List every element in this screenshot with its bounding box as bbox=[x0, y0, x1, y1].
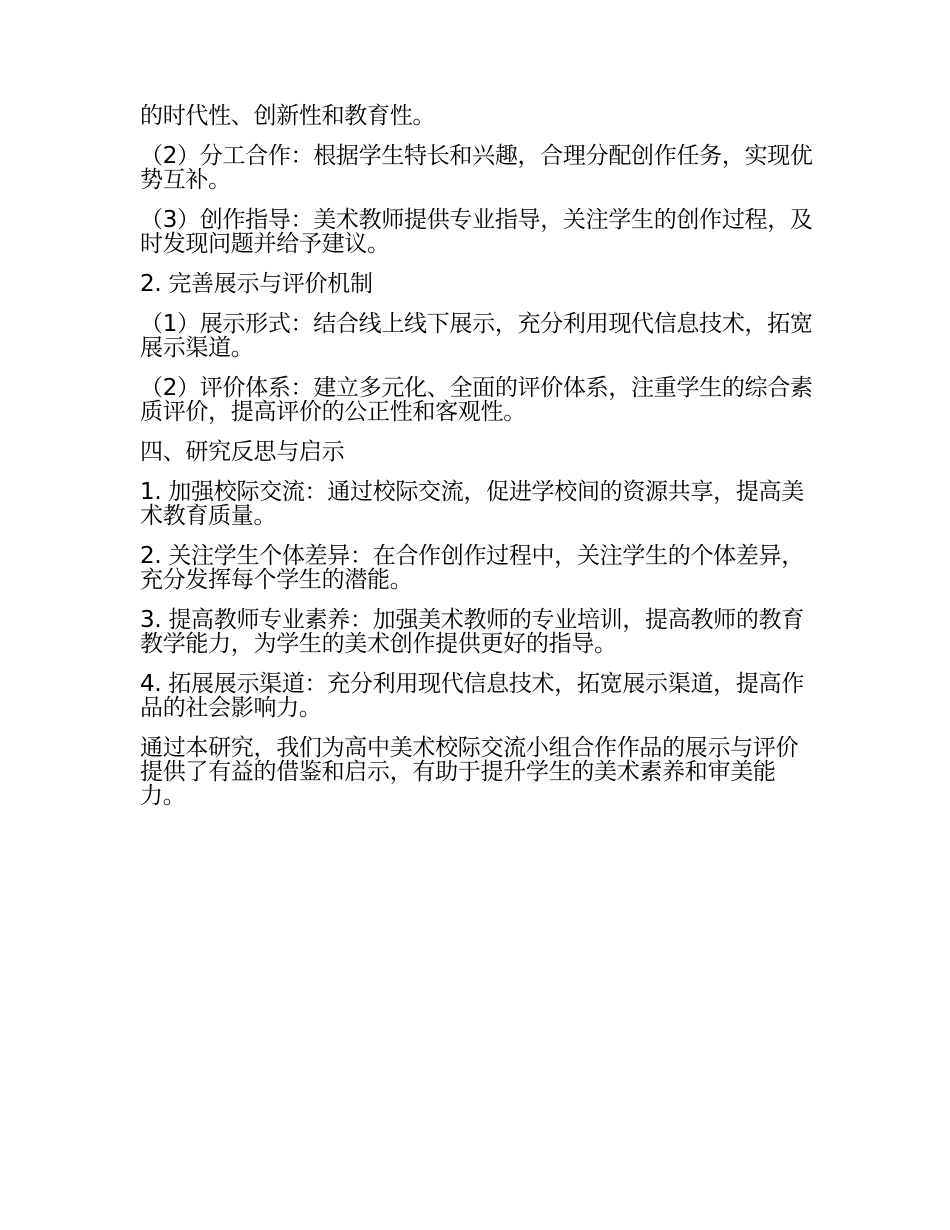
section-heading-reflection: 四、研究反思与启示 bbox=[140, 439, 345, 465]
paragraph-conclusion: 通过本研究，我们为高中美术校际交流小组合作作品的展示与评价提供了有益的借鉴和启示，有助于提升学生的美术素养和审美能力。 bbox=[140, 735, 799, 809]
paragraph-display-channels: 4. 拓展展示渠道：充分利用现代信息技术，拓宽展示渠道，提高作品的社会影响力。 bbox=[140, 671, 804, 721]
paragraph-individual-differences: 2. 关注学生个体差异：在合作创作过程中，关注学生的个体差异，充分发挥每个学生的潜能。 bbox=[140, 543, 804, 593]
document-page bbox=[140, 104, 820, 824]
paragraph-division-of-labor: （2）分工合作：根据学生特长和兴趣，合理分配创作任务，实现优势互补。 bbox=[140, 143, 813, 193]
paragraph-evaluation-system: （2）评价体系：建立多元化、全面的评价体系，注重学生的综合素质评价，提高评价的公正性和客观性。 bbox=[140, 375, 813, 425]
paragraph-display-form: （1）展示形式：结合线上线下展示，充分利用现代信息技术，拓宽展示渠道。 bbox=[140, 311, 813, 361]
paragraph-creative-guidance: （3）创作指导：美术教师提供专业指导，关注学生的创作过程，及时发现问题并给予建议。 bbox=[140, 207, 813, 257]
paragraph-teacher-quality: 3. 提高教师专业素养：加强美术教师的专业培训，提高教师的教育教学能力，为学生的美术创作提供更好的指导。 bbox=[140, 607, 804, 657]
section-heading-display-evaluation: 2. 完善展示与评价机制 bbox=[140, 271, 373, 297]
paragraph-intro-continuation: 的时代性、创新性和教育性。 bbox=[140, 103, 436, 129]
paragraph-inter-school-exchange: 1. 加强校际交流：通过校际交流，促进学校间的资源共享，提高美术教育质量。 bbox=[140, 479, 804, 529]
